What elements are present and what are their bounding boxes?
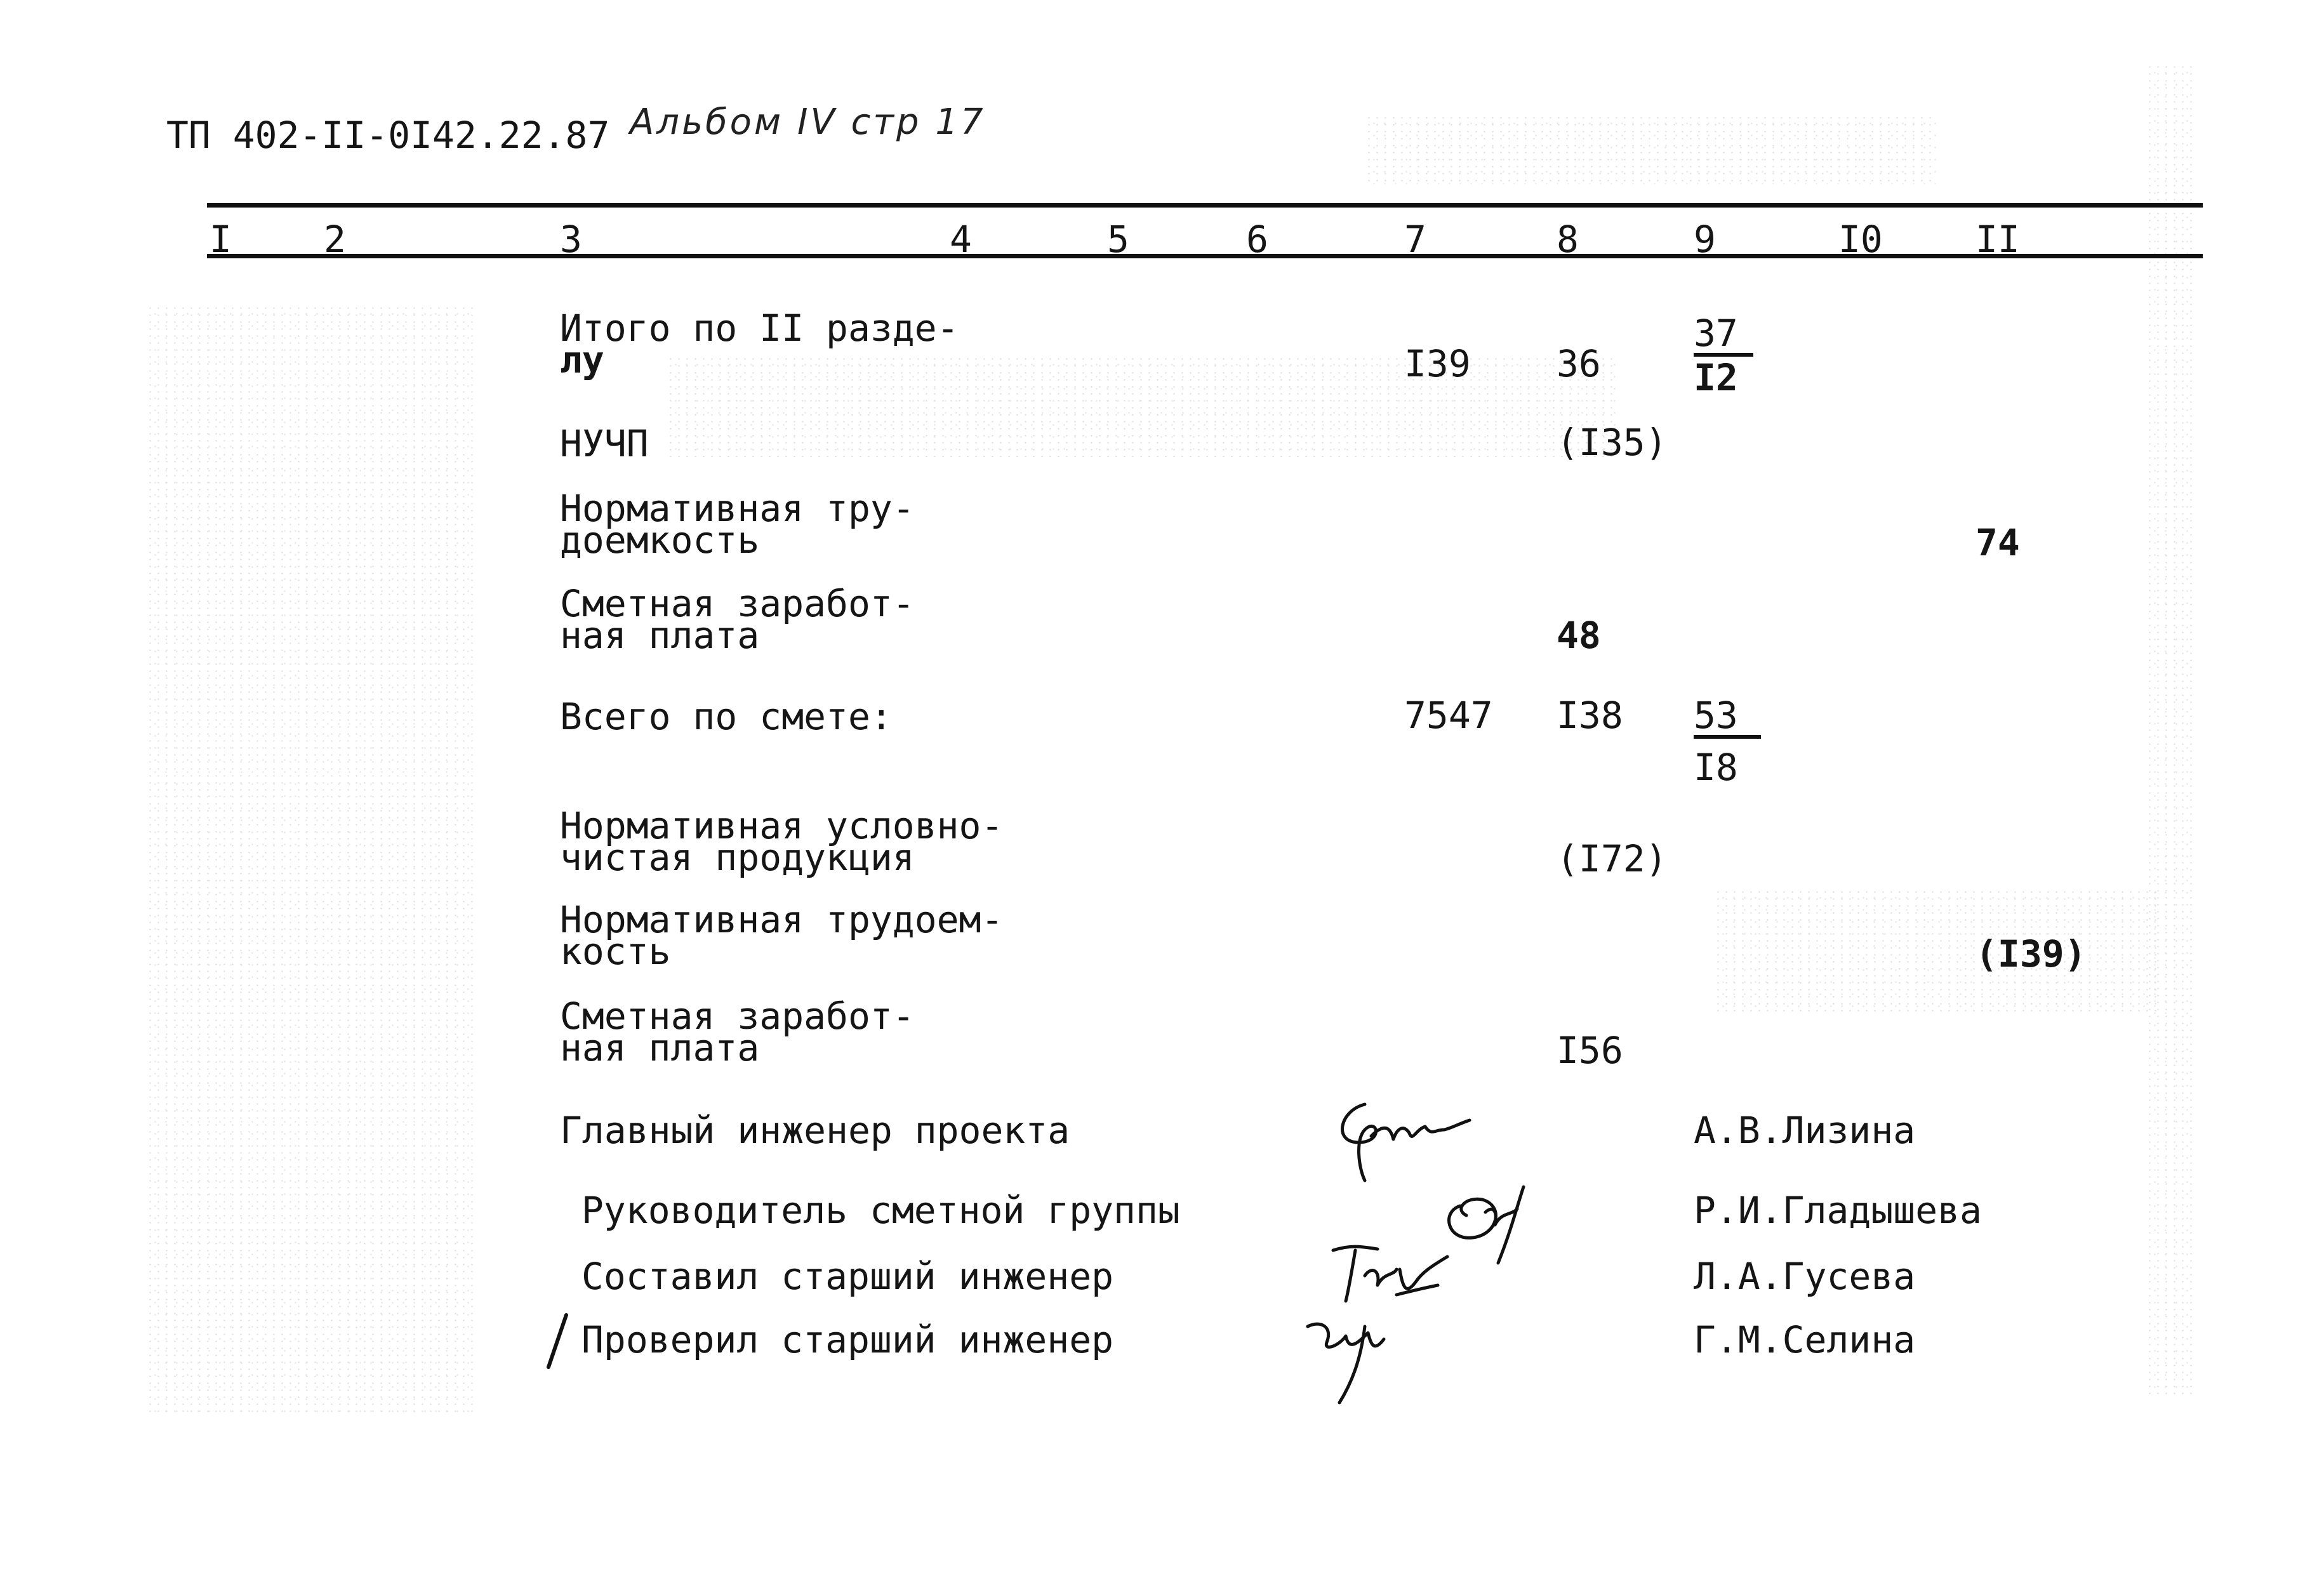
row-label-trudoemkost-2	[560, 898, 1004, 973]
signature-name: А.В.Лизина	[1694, 1109, 1916, 1152]
fraction-numerator: 53	[1694, 697, 1761, 739]
label-line: Нормативная условно-	[560, 804, 1004, 847]
label-line: доемкость	[560, 519, 760, 562]
label-line: Нормативная тру-	[560, 487, 915, 530]
column-number: I	[209, 218, 232, 261]
column-number: I0	[1838, 218, 1883, 261]
cell-col11: (I39)	[1975, 932, 2087, 975]
cell-col11: 74	[1975, 521, 2020, 564]
row-label-zarplata	[560, 582, 915, 657]
fraction-denominator: I8	[1694, 746, 1738, 789]
column-number: 6	[1246, 218, 1268, 261]
label-line: ная плата	[560, 1026, 760, 1069]
row-label-nuchp-full	[560, 804, 1004, 879]
cell-col7: I39	[1404, 342, 1471, 385]
label-line: Сметная заработ-	[560, 582, 915, 625]
signature-name: Р.И.Гладышева	[1694, 1189, 1982, 1232]
cell-col7: 7547	[1404, 694, 1493, 737]
signature-role: Проверил старший инженер	[581, 1318, 1114, 1361]
fraction-denominator: I2	[1694, 356, 1738, 399]
label-line: Нормативная трудоем-	[560, 898, 1004, 941]
column-number: 8	[1557, 218, 1579, 261]
signature-name: Л.А.Гусева	[1694, 1255, 1916, 1298]
top-rule	[207, 203, 2203, 208]
column-number: 7	[1404, 218, 1426, 261]
label-line: Итого по II разде-	[560, 307, 959, 350]
document-code: ТП 402-II-0I42.22.87	[166, 114, 610, 157]
label-line: Сметная заработ-	[560, 995, 915, 1038]
cell-col8: (I72)	[1557, 837, 1668, 880]
column-number: 5	[1107, 218, 1129, 261]
cell-col8: I38	[1557, 694, 1623, 737]
scan-noise	[1714, 889, 2158, 1015]
label-line: ная плата	[560, 614, 760, 657]
check-slash-mark	[545, 1313, 570, 1370]
cell-col8: (I35)	[1557, 421, 1668, 464]
row-label-trudoemkost	[560, 487, 915, 562]
handwritten-signature-4	[1295, 1307, 1422, 1409]
header-bottom-rule	[207, 254, 2203, 258]
label-line: чистая продукция	[560, 836, 915, 879]
column-number: 9	[1694, 218, 1716, 261]
album-page-note: Альбом IV стр 17	[630, 102, 986, 143]
row-label-zarplata-2	[560, 995, 915, 1069]
row-label-nuchp: НУЧП	[560, 422, 649, 465]
signature-role: Составил старший инженер	[581, 1255, 1114, 1298]
handwritten-signature-1	[1320, 1092, 1485, 1187]
label-line: лу	[560, 338, 604, 381]
cell-col8: 36	[1557, 342, 1601, 385]
signature-name: Г.М.Селина	[1694, 1318, 1916, 1361]
label-line: кость	[560, 930, 671, 973]
column-number: 4	[950, 218, 972, 261]
row-label-itogo	[560, 307, 959, 381]
signature-role: Главный инженер проекта	[560, 1109, 1070, 1152]
cell-col8: I56	[1557, 1029, 1623, 1072]
cell-col8: 48	[1557, 614, 1601, 657]
column-number: 3	[560, 218, 582, 261]
scan-noise	[1365, 114, 1936, 184]
column-number: II	[1975, 218, 2020, 261]
scan-noise	[146, 305, 476, 1415]
scan-noise	[2146, 63, 2196, 1396]
column-number: 2	[324, 218, 346, 261]
signature-role: Руководитель сметной группы	[581, 1189, 1180, 1232]
fraction-col9	[1694, 694, 1761, 789]
fraction-numerator: 37	[1694, 315, 1753, 357]
fraction-col9	[1694, 312, 1753, 399]
row-label-vsego: Всего по смете:	[560, 695, 893, 738]
